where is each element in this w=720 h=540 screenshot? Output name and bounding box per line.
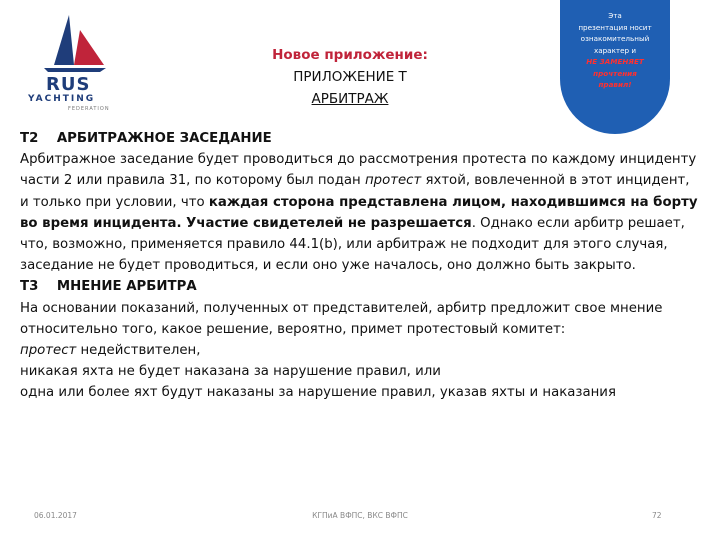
notice-warn1: НЕ ЗАМЕНЯЕТ xyxy=(586,57,644,66)
t2-bold-text: каждая сторона представлена лицом, находившимся на борту во время инцидента. Участие свидетелей не разрешается xyxy=(20,194,698,231)
footer-center: КГПиА ВФПС, ВКС ВФПС xyxy=(312,511,408,520)
t2-italic-term: протест xyxy=(364,173,422,189)
logo-brand: RUS xyxy=(46,74,91,95)
notice-warn3: правил! xyxy=(598,80,632,89)
t3-italic-term: протест xyxy=(20,343,77,359)
notice-line4: характер и xyxy=(593,45,637,55)
logo-line3: FEDERATION xyxy=(68,106,110,112)
slide-title xyxy=(240,44,460,110)
disclaimer-badge xyxy=(560,0,670,134)
section-t3-paragraph: На основании показаний, полученных от представителей, арбитр предложит свое мнение относительно того, какое решение, вероятно, примет протестовый комитет: xyxy=(20,300,663,337)
title-line2: АРБИТРАЖ xyxy=(311,91,389,107)
t2-text-b: яхтой, вовлеченной в этот инцидент, и только при условии, что xyxy=(20,173,690,210)
logo-line2: YACHTING xyxy=(28,94,96,104)
page-number: 72 xyxy=(652,511,662,520)
title-line1: ПРИЛОЖЕНИЕ Т xyxy=(293,69,407,85)
t3-item-3: одна или более яхт будут наказаны за нарушение правил, указав яхты и наказания xyxy=(20,385,616,401)
notice-line2: презентация носит xyxy=(578,22,652,32)
t3-item-2: никакая яхта не будет наказана за нарушение правил, или xyxy=(20,364,441,380)
t2-text-a: Арбитражное заседание будет проводиться до рассмотрения протеста по каждому инциденту части 2 или правила 31, по которому был подан xyxy=(20,152,697,189)
notice-line3: ознакомительный xyxy=(580,34,650,43)
t3-item1-text: недействителен, xyxy=(76,343,201,359)
footer-date: 06.01.2017 xyxy=(34,511,77,520)
notice-warn2: прочтения xyxy=(593,68,637,78)
section-t2-paragraph xyxy=(20,149,700,276)
notice-line1: Эта xyxy=(608,11,622,20)
section-t2-heading: Т2 АРБИТРАЖНОЕ ЗАСЕДАНИЕ xyxy=(20,131,272,146)
slide-body xyxy=(20,128,700,404)
t3-item-1 xyxy=(20,340,700,361)
t2-text-c: . Однако если арбитр решает, что, возможно, применяется правило 44.1(b), или арбитраж не подходит для этого случая, заседание не будет проводиться, и если оно уже началось, оно должно быть закрыто. xyxy=(20,215,685,274)
title-label: Новое приложение: xyxy=(272,47,428,63)
federation-logo xyxy=(14,10,154,110)
section-t3-heading: Т3 МНЕНИЕ АРБИТРА xyxy=(20,279,197,295)
